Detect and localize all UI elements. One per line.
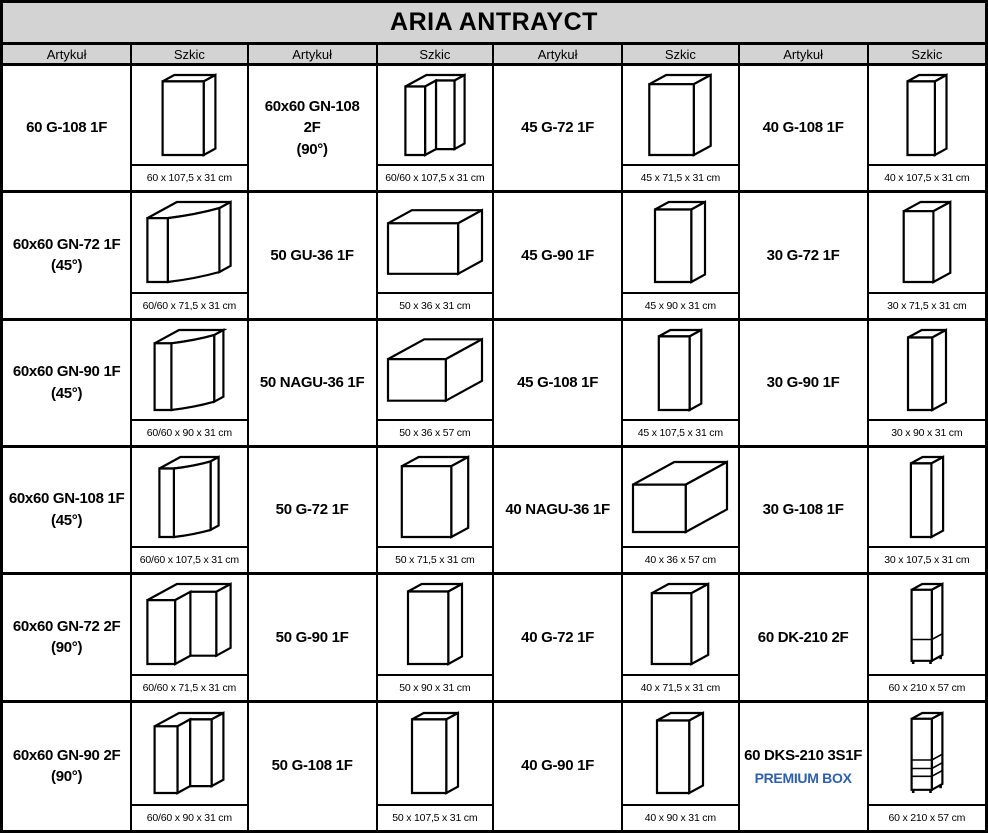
article-name: (45°) [51, 257, 83, 275]
dimension-caption: 60/60 x 90 x 31 cm [132, 804, 246, 830]
article-cell [740, 321, 869, 448]
dimension-caption: 30 x 107,5 x 31 cm [869, 546, 985, 572]
cabinet-sketch [132, 193, 246, 291]
cabinet-sketch [132, 703, 246, 804]
dimension-caption: 40 x 107,5 x 31 cm [869, 164, 985, 190]
dimension-caption: 50 x 36 x 31 cm [378, 292, 492, 318]
article-name: (45°) [51, 512, 83, 530]
sketch-cell [623, 193, 739, 320]
article-cell [740, 66, 869, 193]
sketch-cell [378, 448, 494, 575]
cabinet-sketch [378, 193, 492, 291]
article-name: 60x60 GN-72 2F [12, 617, 121, 635]
cabinet-sketch [132, 575, 246, 673]
sketch-cell [378, 575, 494, 702]
dimension-caption: 30 x 71,5 x 31 cm [869, 292, 985, 318]
column-header-artykul: Artykuł [740, 45, 869, 66]
cabinet-sketch [869, 703, 985, 804]
dimension-caption: 45 x 71,5 x 31 cm [623, 164, 737, 190]
column-header-artykul: Artykuł [249, 45, 378, 66]
page-title: ARIA ANTRAYCT [3, 3, 985, 45]
sketch-cell [869, 66, 985, 193]
sketch-cell [378, 321, 494, 448]
article-cell [249, 321, 378, 448]
column-header-szkic: Szkic [623, 45, 739, 66]
cabinet-sketch [623, 193, 737, 291]
article-name: 45 G-72 1F [521, 119, 595, 137]
article-name: 2F [303, 119, 321, 137]
article-name: 60x60 GN-90 2F [12, 746, 121, 764]
sketch-cell [623, 448, 739, 575]
dimension-caption: 45 x 90 x 31 cm [623, 292, 737, 318]
article-cell [494, 66, 623, 193]
dimension-caption: 50 x 107,5 x 31 cm [378, 804, 492, 830]
cabinet-sketch [623, 703, 737, 804]
article-name: (90°) [51, 768, 83, 786]
dimension-caption: 60 x 107,5 x 31 cm [132, 164, 246, 190]
cabinet-sketch [623, 321, 737, 419]
article-name: 60x60 GN-108 1F [8, 490, 125, 508]
dimension-caption: 40 x 90 x 31 cm [623, 804, 737, 830]
sketch-cell [378, 703, 494, 830]
column-header-artykul: Artykuł [494, 45, 623, 66]
sketch-cell [869, 193, 985, 320]
article-cell [740, 193, 869, 320]
article-cell [494, 193, 623, 320]
sketch-cell [132, 321, 248, 448]
dimension-caption: 50 x 90 x 31 cm [378, 674, 492, 700]
cabinet-sketch [869, 448, 985, 546]
cabinet-sketch [869, 66, 985, 164]
cabinet-sketch [378, 703, 492, 804]
article-cell [740, 448, 869, 575]
article-cell [249, 448, 378, 575]
column-header-szkic: Szkic [869, 45, 985, 66]
dimension-caption: 60/60 x 107,5 x 31 cm [378, 164, 492, 190]
sketch-cell [378, 66, 494, 193]
article-name: (90°) [296, 141, 328, 159]
cabinet-sketch [623, 575, 737, 673]
column-header-szkic: Szkic [378, 45, 494, 66]
dimension-caption: 60/60 x 71,5 x 31 cm [132, 292, 246, 318]
sketch-cell [623, 575, 739, 702]
dimension-caption: 50 x 36 x 57 cm [378, 419, 492, 445]
article-name: 50 NAGU-36 1F [259, 373, 365, 391]
dimension-caption: 40 x 36 x 57 cm [623, 546, 737, 572]
cabinet-sketch [378, 66, 492, 164]
article-name: (45°) [51, 384, 83, 402]
dimension-caption: 60 x 210 x 57 cm [869, 804, 985, 830]
article-name: 60 G-108 1F [26, 119, 108, 137]
article-name: 45 G-108 1F [517, 373, 599, 391]
sketch-cell [132, 703, 248, 830]
article-name: 60 DK-210 2F [757, 628, 849, 646]
article-name: 40 G-72 1F [521, 628, 595, 646]
article-cell [3, 193, 132, 320]
cabinet-sketch [132, 66, 246, 164]
article-name: 50 G-72 1F [275, 501, 349, 519]
cabinet-sketch [378, 448, 492, 546]
catalog-grid [3, 45, 985, 830]
article-name: 30 G-90 1F [766, 373, 840, 391]
article-cell [3, 321, 132, 448]
article-name: 30 G-108 1F [762, 501, 844, 519]
article-cell [494, 448, 623, 575]
sketch-cell [132, 193, 248, 320]
article-cell [3, 703, 132, 830]
article-name: 60x60 GN-72 1F [12, 235, 121, 253]
dimension-caption: 60/60 x 71,5 x 31 cm [132, 674, 246, 700]
dimension-caption: 60/60 x 107,5 x 31 cm [132, 546, 246, 572]
cabinet-sketch [869, 321, 985, 419]
column-header-artykul: Artykuł [3, 45, 132, 66]
cabinet-sketch [623, 448, 737, 546]
column-header-szkic: Szkic [132, 45, 248, 66]
article-cell [494, 703, 623, 830]
dimension-caption: 50 x 71,5 x 31 cm [378, 546, 492, 572]
sketch-cell [132, 575, 248, 702]
sketch-cell [623, 66, 739, 193]
cabinet-sketch [132, 321, 246, 419]
sketch-cell [869, 448, 985, 575]
sketch-cell [869, 575, 985, 702]
cabinet-sketch [869, 575, 985, 673]
cabinet-sketch [132, 448, 246, 546]
cabinet-sketch [378, 321, 492, 419]
article-cell [249, 575, 378, 702]
article-name: 40 G-108 1F [762, 119, 844, 137]
premium-label: PREMIUM BOX [754, 769, 852, 786]
sketch-cell [378, 193, 494, 320]
dimension-caption: 40 x 71,5 x 31 cm [623, 674, 737, 700]
article-name: 50 G-90 1F [275, 628, 349, 646]
cabinet-sketch [378, 575, 492, 673]
dimension-caption: 60/60 x 90 x 31 cm [132, 419, 246, 445]
cabinet-sketch [869, 193, 985, 291]
sketch-cell [623, 321, 739, 448]
article-cell [249, 66, 378, 193]
cabinet-sketch [623, 66, 737, 164]
article-name: 40 NAGU-36 1F [505, 501, 610, 519]
article-cell [3, 575, 132, 702]
article-name: 60x60 GN-108 [264, 97, 360, 115]
sketch-cell [869, 703, 985, 830]
dimension-caption: 60 x 210 x 57 cm [869, 674, 985, 700]
article-cell [740, 575, 869, 702]
article-cell [3, 66, 132, 193]
article-cell [740, 703, 869, 830]
sketch-cell [132, 448, 248, 575]
sketch-cell [132, 66, 248, 193]
sketch-cell [623, 703, 739, 830]
article-name: 40 G-90 1F [521, 757, 595, 775]
article-name: (90°) [51, 639, 83, 657]
article-cell [249, 193, 378, 320]
article-name: 60x60 GN-90 1F [12, 363, 121, 381]
article-name: 45 G-90 1F [521, 246, 595, 264]
dimension-caption: 30 x 90 x 31 cm [869, 419, 985, 445]
article-cell [3, 448, 132, 575]
article-name: 50 GU-36 1F [270, 246, 354, 264]
article-cell [494, 575, 623, 702]
article-cell [494, 321, 623, 448]
article-name: 30 G-72 1F [766, 246, 840, 264]
sketch-cell [869, 321, 985, 448]
article-name: 50 G-108 1F [271, 757, 353, 775]
dimension-caption: 45 x 107,5 x 31 cm [623, 419, 737, 445]
article-cell [249, 703, 378, 830]
article-name: 60 DKS-210 3S1F [744, 746, 863, 764]
